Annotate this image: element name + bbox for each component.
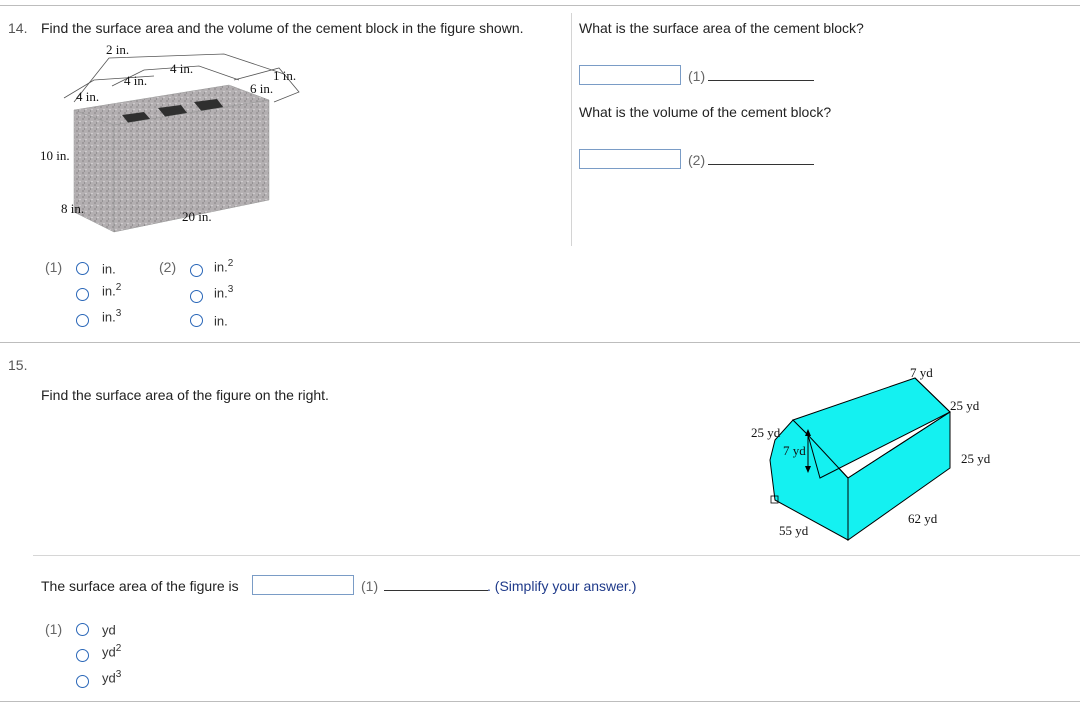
question-15-number: 15.: [8, 357, 28, 373]
dim-label: 25 yd: [961, 451, 991, 466]
radio-button[interactable]: [76, 623, 89, 636]
dim-label: 25 yd: [950, 398, 980, 413]
question-15-prompt: Find the surface area of the figure on the right.: [41, 387, 329, 403]
bottom-divider: [0, 701, 1080, 702]
question-14-prompt: Find the surface area and the volume of the cement block in the figure shown.: [41, 20, 524, 36]
dim-label: 6 in.: [250, 81, 274, 96]
dim-label: 55 yd: [779, 523, 809, 538]
radio-button[interactable]: [190, 290, 203, 303]
radio-option-label: in.$^3$: [102, 308, 122, 325]
radio-button[interactable]: [76, 288, 89, 301]
dim-label: 10 in.: [40, 148, 70, 163]
answer-unit-label: (1): [361, 578, 379, 594]
radio-button[interactable]: [190, 314, 203, 327]
answer-prefix: The surface area of the figure is: [41, 578, 239, 594]
prism-figure: [745, 360, 1015, 550]
question-divider: [0, 342, 1080, 343]
column-divider: [571, 13, 572, 246]
radio-option-label: in.$^2$: [214, 258, 234, 275]
volume-unit-blank[interactable]: [708, 164, 814, 165]
dim-label: 20 in.: [182, 209, 212, 224]
radio-option-label: in.$^3$: [214, 284, 234, 301]
radio-button[interactable]: [76, 262, 89, 275]
volume-unit-label: (2): [688, 152, 706, 168]
radio-group-2-label: (2): [159, 259, 177, 275]
dim-label: 7 yd: [910, 365, 933, 380]
dim-label: 4 in.: [170, 61, 194, 76]
volume-input[interactable]: [579, 149, 681, 169]
surface-area-question: What is the surface area of the cement block?: [579, 20, 864, 36]
radio-group-1-label: (1): [45, 259, 63, 275]
simplify-hint: . (Simplify your answer.): [487, 578, 637, 594]
surface-area-unit-label: (1): [688, 68, 706, 84]
dim-label: 4 in.: [76, 89, 100, 104]
radio-button[interactable]: [190, 264, 203, 277]
surface-area-unit-blank[interactable]: [708, 80, 814, 81]
radio-option-label: $yd^3$: [102, 669, 122, 686]
top-divider: [0, 5, 1080, 6]
dim-label: 62 yd: [908, 511, 938, 526]
radio-option-label: $yd^2$: [102, 643, 122, 660]
surface-area-input[interactable]: [579, 65, 681, 85]
dim-label: 25 yd: [751, 425, 781, 440]
dim-label: 2 in.: [106, 42, 130, 57]
question-14-number: 14.: [8, 20, 28, 36]
surface-area-answer-input[interactable]: [252, 575, 354, 595]
radio-button[interactable]: [76, 649, 89, 662]
radio-button[interactable]: [76, 314, 89, 327]
radio-option-label: in.: [102, 261, 116, 277]
radio-option-label: in.: [214, 313, 228, 329]
dim-label: 1 in.: [273, 68, 297, 83]
dim-label: 4 in.: [124, 73, 148, 88]
dim-label: 8 in.: [61, 201, 85, 216]
answer-divider: [33, 555, 1080, 556]
cement-block-figure: [34, 40, 324, 240]
radio-group-label: (1): [45, 621, 63, 637]
radio-option-label: in.$^2$: [102, 282, 122, 299]
volume-question: What is the volume of the cement block?: [579, 104, 832, 120]
dim-label: 7 yd: [783, 443, 806, 458]
answer-unit-blank[interactable]: [384, 590, 488, 591]
radio-option-label: yd: [102, 622, 116, 638]
radio-button[interactable]: [76, 675, 89, 688]
